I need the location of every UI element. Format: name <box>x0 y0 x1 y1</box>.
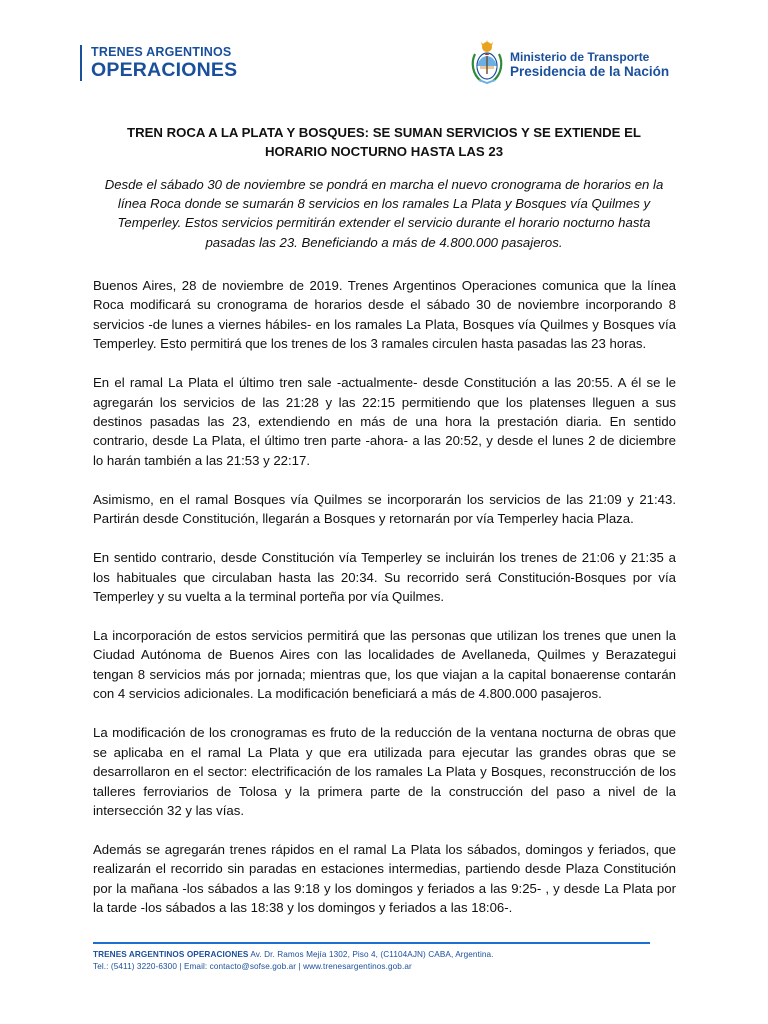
footer-address-text: Av. Dr. Ramos Mejía 1302, Piso 4, (C1104AJN) CABA, Argentina. <box>248 950 494 959</box>
lead-paragraph: Desde el sábado 30 de noviembre se pondrá en marcha el nuevo cronograma de horarios en la línea Roca donde se sumarán 8 servicios en los ramales La Plata y Bosques vía Quilmes y Temperley. Estos servicios permitirán extender el servicio durante el horario nocturno hasta pasadas las 23. Beneficiando a más de 4.800.000 pasajeros. <box>104 177 664 250</box>
ministry-name: Ministerio de Transporte <box>510 50 650 64</box>
page-title <box>90 123 678 161</box>
paragraph: Además se agregarán trenes rápidos en el ramal La Plata los sábados, domingos y feriados, que realizarán el recorrido sin paradas en estaciones intermedias, partiendo desde Plaza Constitución por la mañana -los sábados a las 9:18 y los domingos y feriados a las 9:25- , y desde La Plata por la tarde -los sábados a las 18:38 y los domingos y feriados a las 18:06-. <box>93 841 676 916</box>
logo-line-trenes-argentinos: TRENES ARGENTINOS <box>91 45 232 59</box>
footer-contact: Tel.: (5411) 3220-6300 | Email: contacto@sofse.gob.ar | www.trenesargentinos.gob.ar <box>93 962 412 971</box>
footer-address <box>93 949 494 960</box>
presidency-name: Presidencia de la Nación <box>510 64 670 79</box>
trenes-argentinos-logo <box>80 45 237 81</box>
ministry-text-block <box>510 50 669 79</box>
paragraph: Buenos Aires, 28 de noviembre de 2019. Trenes Argentinos Operaciones comunica que la línea Roca modificará su cronograma de horarios desde el sábado 30 de noviembre incorporando 8 servicios -de lunes a viernes hábiles- en los ramales La Plata, Bosques vía Quilmes y Bosques vía Temperley. Esto permitirá que los trenes de los 3 ramales circulen hasta pasadas las 23 horas. <box>93 278 676 352</box>
title-line-1: TREN ROCA A LA PLATA Y BOSQUES: SE SUMAN SERVICIOS Y SE EXTIENDE EL <box>127 125 641 140</box>
paragraph: En el ramal La Plata el último tren sale -actualmente- desde Constitución a las 20:55. A él se le agregarán los servicios de las 21:28 y las 22:15 permitiendo que los platenses lleguen a sus destinos pasadas las 23, extendiendo en más de una hora la prestación diaria. En sentido contrario, desde La Plata, el último tren parte -ahora- a las 20:52, y desde el lunes 2 de diciembre lo harán también a las 21:53 y 22:17. <box>93 375 676 468</box>
paragraph: En sentido contrario, desde Constitución vía Temperley se incluirán los trenes de 21:06 y 21:35 a los habituales que circulaban hasta las 20:34. Su recorrido será Constitución-Bosques por vía Temperley y su vuelta a la terminal porteña por vía Quilmes. <box>93 550 676 605</box>
footer-org-name: TRENES ARGENTINOS OPERACIONES <box>93 950 249 959</box>
paragraph: La modificación de los cronogramas es fruto de la reducción de la ventana nocturna de obras que se aplicaba en el ramal La Plata y que era utilizada para ejecutar las grandes obras que se desarrollaron en el sector: electrificación de los ramales La Plata y Bosques, reconstrucción de los talleres ferroviarios de Tolosa y la primera parte de la construcción del paso a nivel de la intersección 32 y las vías. <box>93 725 676 818</box>
article-body <box>93 276 676 937</box>
paragraph: La incorporación de estos servicios permitirá que las personas que utilizan los trenes que unen la Ciudad Autónoma de Buenos Aires con las localidades de Avellaneda, Quilmes y Berazategui tengan 8 servicios más por jornada; mientras que, los que viajan a la capital bonaerense contarán con 4 servicios adicionales. La modificación beneficiará a más de 4.800.000 pasajeros. <box>93 628 676 702</box>
title-line-2: HORARIO NOCTURNO HASTA LAS 23 <box>264 144 504 159</box>
paragraph: Asimismo, en el ramal Bosques vía Quilmes se incorporarán los servicios de las 21:09 y 21:43. Partirán desde Constitución, llegarán a Bosques y retornarán por vía Temperley hacia Plaza. <box>93 491 676 527</box>
footer-divider <box>93 942 650 944</box>
logo-line-operaciones: OPERACIONES <box>91 59 238 81</box>
coat-of-arms-icon <box>470 40 504 84</box>
